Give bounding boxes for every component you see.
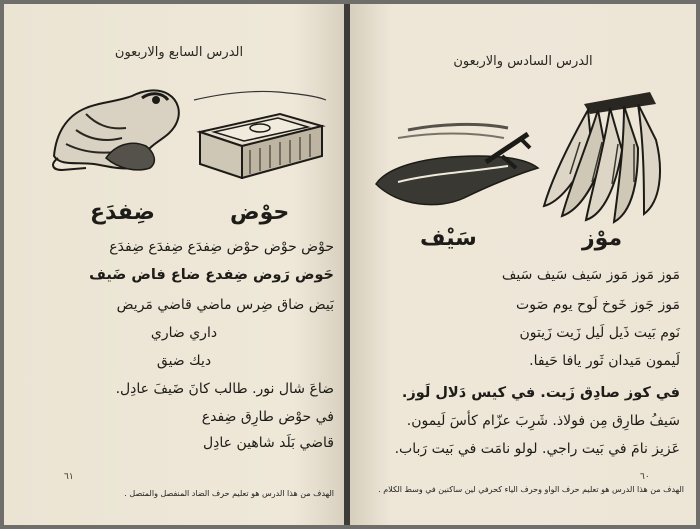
- right-page-number: ٦٠: [640, 472, 650, 482]
- right-line-5: في كوز صادِق زَيت. في كيس دَلال لَوز.: [401, 385, 680, 401]
- left-line-5: ديك ضيق: [156, 353, 212, 369]
- left-line-6: ضاعَ شال نور. طالب كانَ ضَيفَ عادِل.: [115, 381, 334, 397]
- frog-illustration: [46, 74, 186, 174]
- right-keyword-mawz: موْز: [582, 226, 623, 251]
- left-line-1: حوْض حوْض حوْض ضِفدَع ضِفدَع ضِفدَع: [109, 239, 334, 255]
- book-spread: [4, 4, 696, 525]
- right-line-1: مَوز مَوز مَوز سَيف سَيف سَيف: [501, 267, 680, 283]
- sword-illustration: [368, 116, 548, 212]
- right-lesson-title: الدرس السادس والاربعون: [453, 54, 593, 69]
- left-page: [4, 4, 344, 525]
- right-line-3: نَوم بَيت ذَيل لَيل زَيت زَيتون: [519, 325, 680, 341]
- left-keyword-hawd: حوْض: [230, 200, 290, 225]
- right-line-4: لَيمون مَيدان ثَور يافا حَيفا.: [529, 353, 680, 369]
- left-keyword-difda: ضِفدَع: [90, 200, 155, 225]
- left-line-8: قاضي بَلَد شاهين عادِل: [202, 435, 334, 451]
- right-keyword-sayf: سَيْف: [420, 226, 477, 251]
- left-line-3: بَيض ضاق ضِرس ماضي قاضي مَريض: [116, 297, 334, 313]
- right-line-2: مَوز جَوز خَوخ لَوح يوم صَوت: [516, 297, 680, 313]
- left-page-number: ٦١: [64, 472, 74, 482]
- right-line-7: عَزيز نامَ في بَيت راجي. لولو نامَت في بَيت رَباب.: [394, 441, 680, 457]
- left-line-7: في حوْض طارِق ضِفدع: [201, 409, 334, 425]
- basin-illustration: [190, 84, 330, 179]
- left-footnote: الهدف من هذا الدرس هو تعليم حرف الضاد المنفصل والمتصل .: [124, 489, 334, 498]
- banana-illustration: [540, 82, 672, 226]
- right-footnote: الهدف من هذا الدرس هو تعليم حرف الواو وحرف الياء كحرفي لين ساكنين في وسط الكلام .: [378, 485, 684, 494]
- left-line-2: حَوض رَوض ضِفدع ضاع فاض ضَيف: [89, 267, 334, 283]
- left-line-4: داري ضاري: [150, 325, 218, 341]
- left-lesson-title: الدرس السابع والاربعون: [114, 45, 244, 60]
- right-line-6: سَيفُ طارِق مِن فولاذ. شَرِبَ عزّام كأسَ لَيمون.: [406, 413, 680, 429]
- right-page: [350, 4, 696, 525]
